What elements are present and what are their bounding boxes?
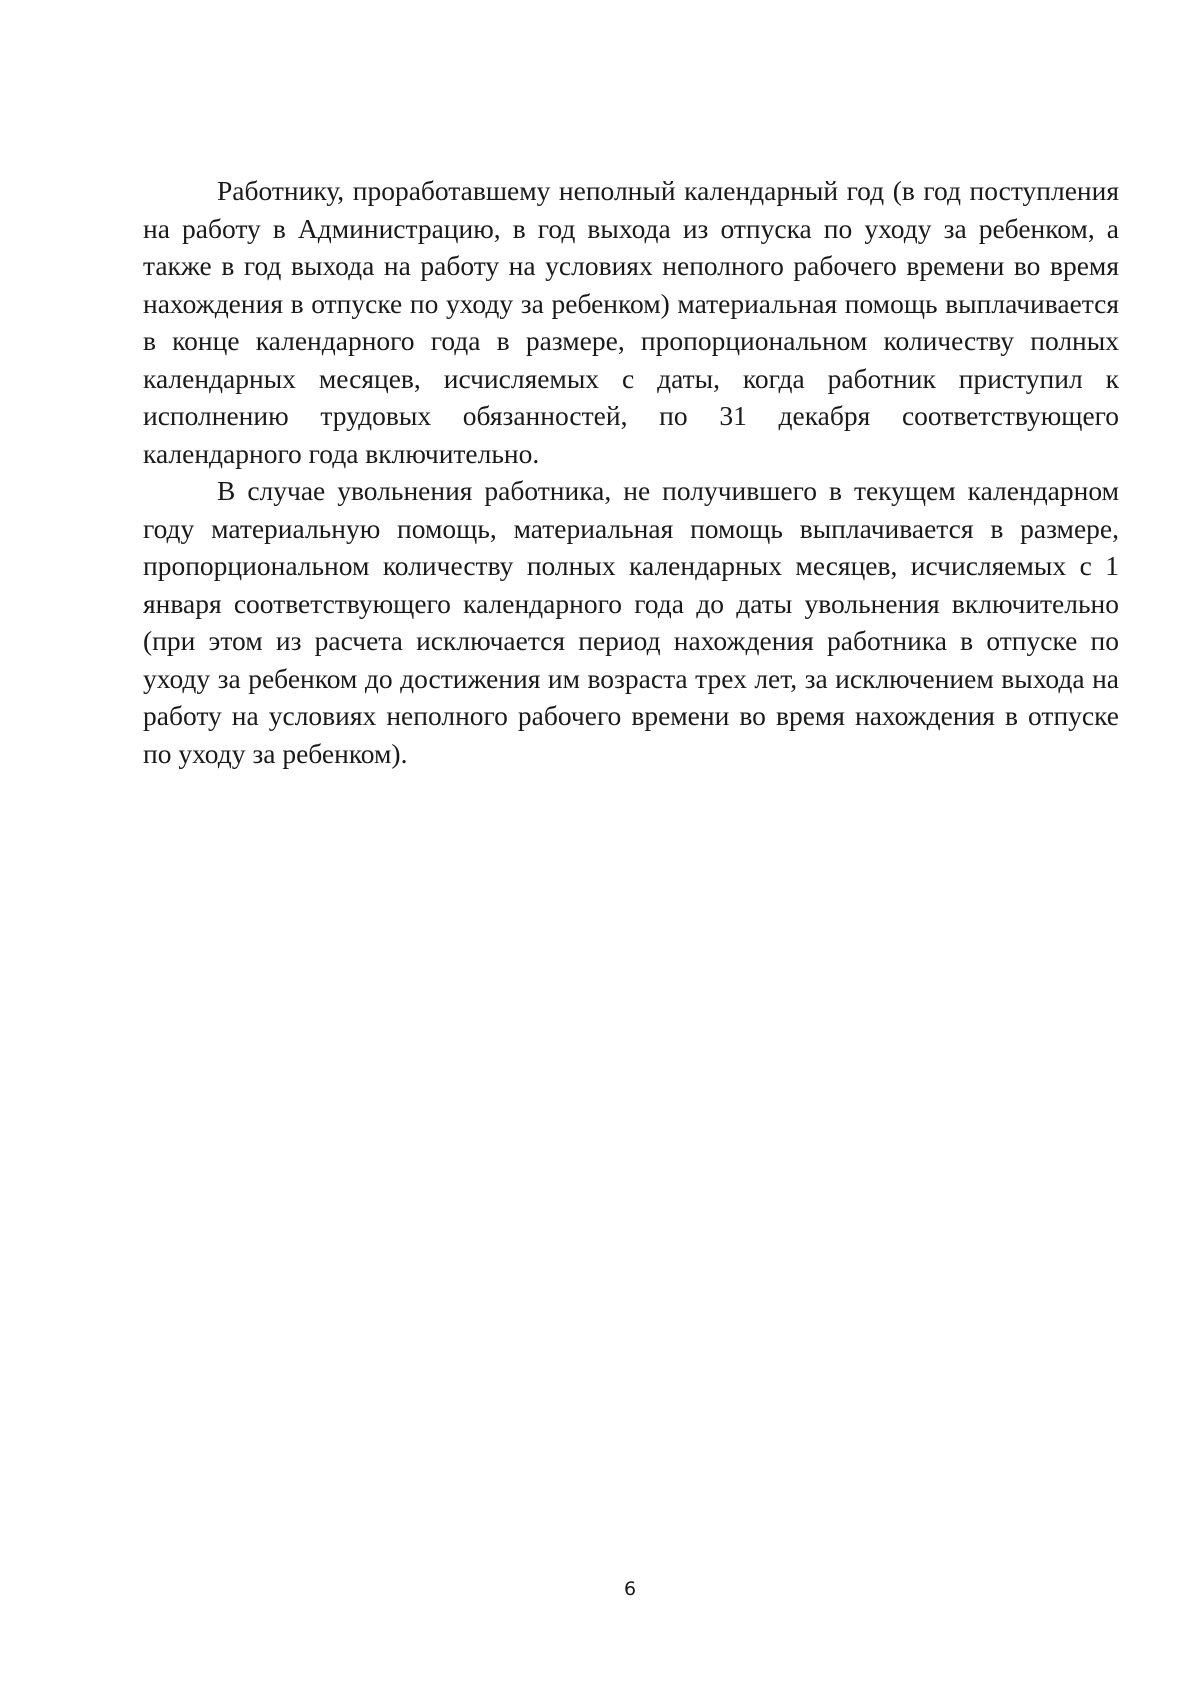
paragraph-dismissal-payment: В случае увольнения работника, не получившего в текущем календарном году материальную помощь, материальная помощь выплачивается в размере, пропорциональном количеству полных календарных месяцев, исчисляемых с 1 января соответствующего календарного года до даты увольнения включительно (при этом из расчета исключается период нахождения работника в отпуске по уходу за ребенком до достижения им возраста трех лет, за исключением выхода на работу на условиях неполного рабочего времени во время нахождения в отпуске по уходу за ребенком). — [143, 475, 1119, 769]
document-body — [143, 172, 1119, 772]
paragraph-partial-year-payment: Работнику, проработавшему неполный календарный год (в год поступления на работу в Администрацию, в год выхода из отпуска по уходу за ребенком, а также в год выхода на работу на условиях неполного рабочего времени во время нахождения в отпуске по уходу за ребенком) материальная помощь выплачивается в конце календарного года в размере, пропорциональном количеству полных календарных месяцев, исчисляемых с даты, когда работник приступил к исполнению трудовых обязанностей, по 31 декабря соответствующего календарного года включительно. — [143, 175, 1119, 469]
page-number: 6 — [623, 1578, 637, 1600]
